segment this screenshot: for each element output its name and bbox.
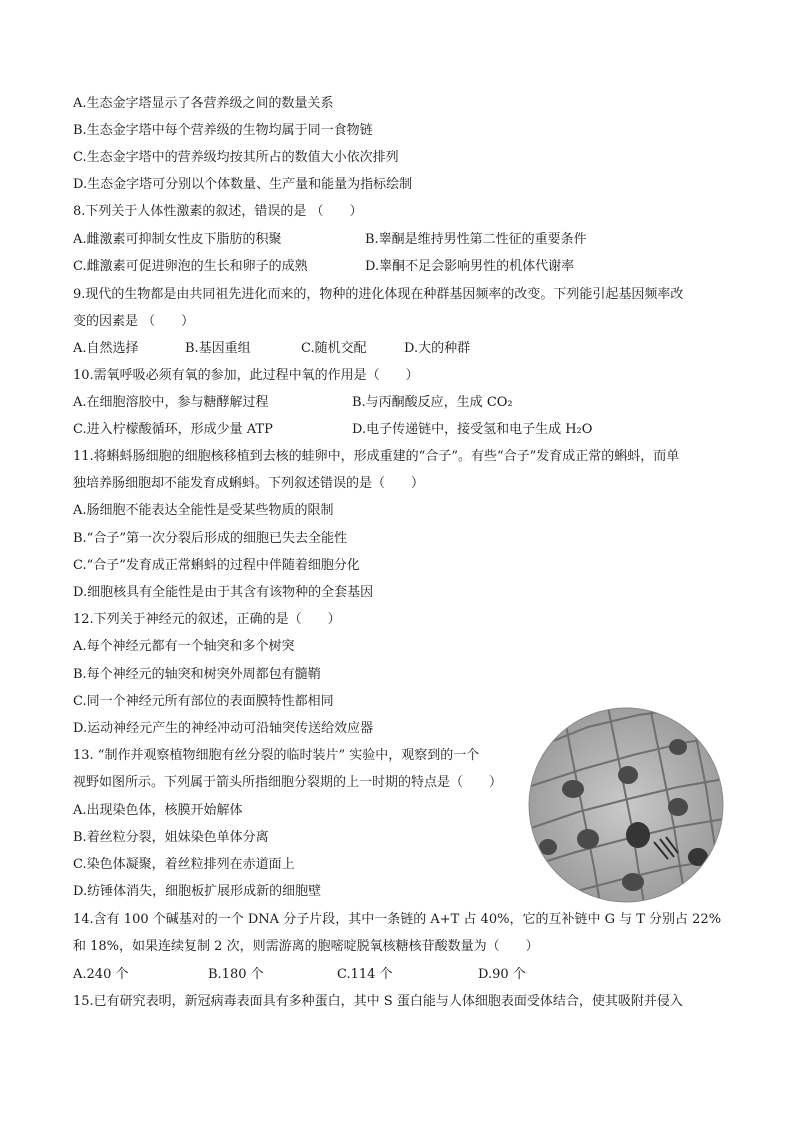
q11-option-c: C.“合子”发育成正常蝌蚪的过程中伴随着细胞分化 (73, 558, 360, 573)
q9-option-b: B.基因重组 (185, 341, 251, 356)
q9-option-c: C.随机交配 (301, 341, 367, 356)
q12-option-a: A.每个神经元都有一个轴突和多个树突 (73, 639, 295, 654)
q10-option-b: B.与丙酮酸反应，生成 CO₂ (352, 395, 513, 410)
q8-option-c: C.雌激素可促进卵泡的生长和卵子的成熟 (73, 259, 308, 274)
q10-stem: 10.需氧呼吸必须有氧的参加，此过程中氧的作用是（ ） (73, 368, 419, 383)
q13-option-c: C.染色体凝聚，着丝粒排列在赤道面上 (73, 857, 295, 872)
q12-stem: 12.下列关于神经元的叙述，正确的是（ ） (73, 612, 341, 627)
q11-option-b: B.“合子”第一次分裂后形成的细胞已失去全能性 (73, 531, 347, 546)
q8-option-a: A.雌激素可抑制女性皮下脂肪的积聚 (73, 232, 282, 247)
q14-option-c: C.114 个 (337, 967, 393, 982)
q10-option-d: D.电子传递链中，接受氢和电子生成 H₂O (352, 422, 593, 437)
q12-option-c: C.同一个神经元所有部位的表面膜特性都相同 (73, 694, 334, 709)
q14-option-a: A.240 个 (73, 967, 129, 982)
q8-option-d: D.睾酮不足会影响男性的机体代谢率 (365, 259, 575, 274)
q14-stem-line2: 和 18%，如果连续复制 2 次，则需游离的胞嘧啶脱氧核糖核苷酸数量为（ ） (73, 939, 539, 954)
q7-option-c: C.生态金字塔中的营养级均按其所占的数值大小依次排列 (73, 150, 399, 165)
q11-stem-line2: 独培养肠细胞却不能发育成蝌蚪。下列叙述错误的是（ ） (73, 476, 425, 491)
q15-stem-line1: 15.已有研究表明，新冠病毒表面具有多种蛋白，其中 S 蛋白能与人体细胞表面受体结合，使其吸附并侵入 (73, 994, 683, 1009)
q7-option-a: A.生态金字塔显示了各营养级之间的数量关系 (73, 96, 334, 111)
q7-option-b: B.生态金字塔中每个营养级的生物均属于同一食物链 (73, 123, 373, 138)
q12-option-b: B.每个神经元的轴突和树突外周都包有髓鞘 (73, 667, 321, 682)
q11-option-d: D.细胞核具有全能性是由于其含有该物种的全套基因 (73, 585, 374, 600)
q13-stem-line2: 视野如图所示。下列属于箭头所指细胞分裂期的上一时期的特点是（ ） (73, 775, 503, 790)
q10-option-a: A.在细胞溶胶中，参与糖酵解过程 (73, 395, 269, 410)
q8-stem: 8.下列关于人体性激素的叙述，错误的是 （ ） (73, 204, 363, 219)
q9-stem-line2: 变的因素是 （ ） (73, 314, 195, 329)
q12-option-d: D.运动神经元产生的神经冲动可沿轴突传送给效应器 (73, 721, 374, 736)
q10-option-c: C.进入柠檬酸循环，形成少量 ATP (73, 422, 273, 437)
q13-option-a: A.出现染色体，核膜开始解体 (73, 803, 243, 818)
q11-stem-line1: 11.将蝌蚪肠细胞的细胞核移植到去核的蛙卵中，形成重建的“合子”。有些“合子”发育成正常的蝌蚪，而单 (73, 449, 680, 464)
micrograph-icon (528, 707, 724, 903)
q13-option-d: D.纺锤体消失，细胞板扩展形成新的细胞壁 (73, 884, 322, 899)
q14-stem-line1: 14.含有 100 个碱基对的一个 DNA 分子片段，其中一条链的 A+T 占 40%，它的互补链中 G 与 T 分别占 22% (73, 912, 722, 927)
q13-option-b: B.着丝粒分裂，姐妹染色单体分离 (73, 830, 269, 845)
q11-option-a: A.肠细胞不能表达全能性是受某些物质的限制 (73, 503, 334, 518)
q7-option-d: D.生态金字塔可分别以个体数量、生产量和能量为指标绘制 (73, 177, 413, 192)
q8-option-b: B.睾酮是维持男性第二性征的重要条件 (365, 232, 587, 247)
q14-option-b: B.180 个 (208, 967, 264, 982)
q13-stem-line1: 13. “制作并观察植物细胞有丝分裂的临时装片” 实验中，观察到的一个 (73, 748, 480, 763)
q14-option-d: D.90 个 (478, 967, 526, 982)
q9-option-a: A.自然选择 (73, 341, 139, 356)
q9-stem-line1: 9.现代的生物都是由共同祖先进化而来的，物种的进化体现在种群基因频率的改变。下列能引起基因频率改 (73, 287, 684, 302)
q9-option-d: D.大的种群 (404, 341, 471, 356)
